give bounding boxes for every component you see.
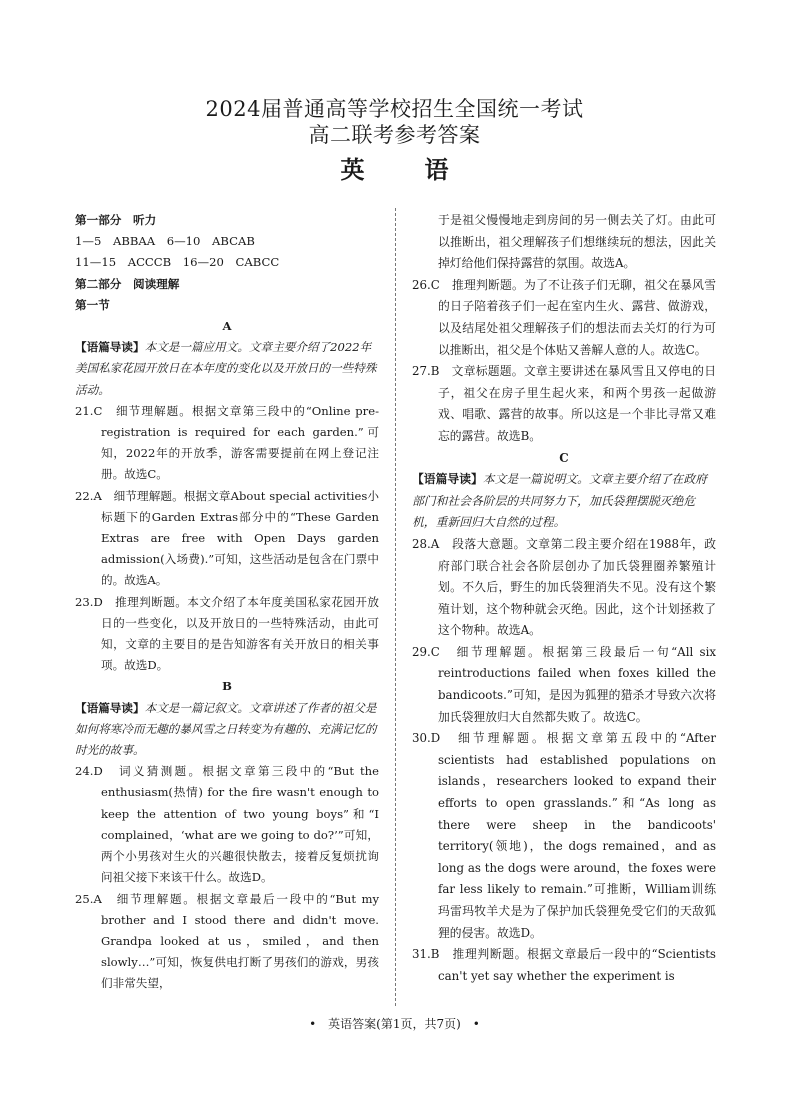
- part1-heading: 第一部分 听力: [75, 213, 157, 227]
- answer-23: 23.D 推理判断题。本文介绍了本年度美国私家花园开放日的一些变化，以及开放日的一些特殊活动，由此可知，文章的主要目的是告知游客有关开放日的相关事项。故选D。: [75, 594, 379, 673]
- guide-tag: 【语篇导读】: [412, 472, 483, 487]
- document-header: [0, 96, 789, 188]
- subject-title: 英 语: [340, 155, 467, 184]
- answer-24: 24.D 词义猜测题。根据文章第三段中的“But the enthusiasm(热情) for the fire wasn't enough to keep the attention of two young boys”和“I complained，‘what are we going to do?’”可知，两个小男孩对生火的兴趣很快散去，接着反复烦扰询问祖父接下来该干什么。故选D。: [75, 764, 379, 885]
- guide-text: 本文是一篇应用文。文章主要介绍了2022年美国私家花园开放日在本年度的变化以及开放日的一些特殊活动。: [75, 340, 377, 397]
- answer-28: 28.A 段落大意题。文章第二段主要介绍在1988年，政府部门联合社会各阶层创办了加氏袋狸圈养繁殖计划。不久后，野生的加氏袋狸消失不见。没有这个繁殖计划，这个物种就会灭绝。因此，这个计划拯救了这个物种。故选A。: [412, 536, 716, 638]
- passage-a-heading: A: [222, 319, 232, 334]
- passage-c-heading: C: [559, 450, 569, 465]
- answer-key-title: 高二联考参考答案: [308, 123, 481, 147]
- column-divider: [395, 208, 396, 1006]
- answer-22: 22.A 细节理解题。根据文章About special activities小标题下的Garden Extras部分中的“These Garden Extras are free with Open Days garden admission(入场费).”可知，这些活动是包含在门票中的。故选A。: [75, 488, 379, 588]
- right-column: [412, 210, 716, 987]
- exam-title: 2024届普通高等学校招生全国统一考试: [205, 97, 584, 121]
- answer-27: 27.B 文章标题题。文章主要讲述在暴风雪且又停电的日子，祖父在房子里生起火来，和两个男孩一起做游戏、唱歌、露营的故事。所以这是一个非比寻常又难忘的露营。故选B。: [412, 364, 716, 443]
- answer-26: 26.C 推理判断题。为了不让孩子们无聊，祖父在暴风雪的日子陪着孩子们一起在室内生火、露营、做游戏，以及结尾处祖父理解孩子们的想法而去关灯的行为可以推断出，祖父是个体贴又善解人意的人。故选C。: [412, 277, 716, 357]
- guide-text: 本文是一篇记叙文。文章讲述了作者的祖父是如何将寒冷而无趣的暴风雪之日转变为有趣的、充满记忆的时光的故事。: [75, 700, 377, 758]
- guide-text: 本文是一篇说明文。文章主要介绍了在政府部门和社会各阶层的共同努力下，加氏袋狸摆脱灭绝危机，重新回归大自然的过程。: [412, 472, 707, 530]
- passage-b-guide: [75, 698, 379, 762]
- part2-heading: 第二部分 阅读理解: [75, 276, 180, 291]
- answer-25-continued: 于是祖父慢慢地走到房间的另一侧去关了灯。由此可以推断出，祖父理解孩子们想继续玩的想法，因此关掉灯给他们保持露营的氛围。故选A。: [438, 213, 716, 271]
- passage-c-guide: [412, 469, 716, 534]
- section1-heading: 第一节: [75, 297, 110, 312]
- passage-b-heading: B: [222, 679, 232, 694]
- answer-25: 25.A 细节理解题。根据文章最后一段中的“But my brother and I stood there and didn't move. Grandpa looked at us，smiled，and then slowly…”可知，恢复供电打断了男孩们的游戏，男孩们非常失望，: [75, 891, 379, 991]
- answer-30: 30.D 细节理解题。根据文章第五段中的“After scientists had established populations on islands，researchers looked to expand their efforts to open grasslands.”和“As long as there were sheep in the bandicoots' territory(领地)，the dogs remained，and as long as the dogs were around，the foxes were far less likely to remain.”可推断，William训练玛雷玛牧羊犬是为了保护加氏袋狸免受它们的天敌狐狸的侵害。故选D。: [412, 731, 716, 940]
- guide-tag: 【语篇导读】: [75, 340, 145, 355]
- answer-21: 21.C 细节理解题。根据文章第三段中的“Online pre-registration is required for each garden.”可知，2022年的开放季，游客需要提前在网上登记注册。故选C。: [75, 403, 379, 482]
- answer-31: 31.B 推理判断题。根据文章最后一段中的“Scientists can't yet say whether the experiment is: [412, 947, 716, 983]
- left-column: [75, 210, 379, 995]
- answer-29: 29.C 细节理解题。根据第三段最后一句“All six reintroductions failed when foxes killed the bandicoots.”可知，是因为狐狸的猎杀才导致六次将加氏袋狸放归大自然都失败了。故选C。: [412, 644, 716, 724]
- listening-answers-1-10: 1—5 ABBAA 6—10 ABCAB: [75, 234, 255, 249]
- passage-a-guide: [75, 337, 379, 401]
- guide-tag: 【语篇导读】: [75, 700, 145, 715]
- page-footer: • 英语答案(第1页，共7页) •: [309, 1017, 480, 1031]
- listening-answers-11-20: 11—15 ACCCB 16—20 CABCC: [75, 255, 280, 270]
